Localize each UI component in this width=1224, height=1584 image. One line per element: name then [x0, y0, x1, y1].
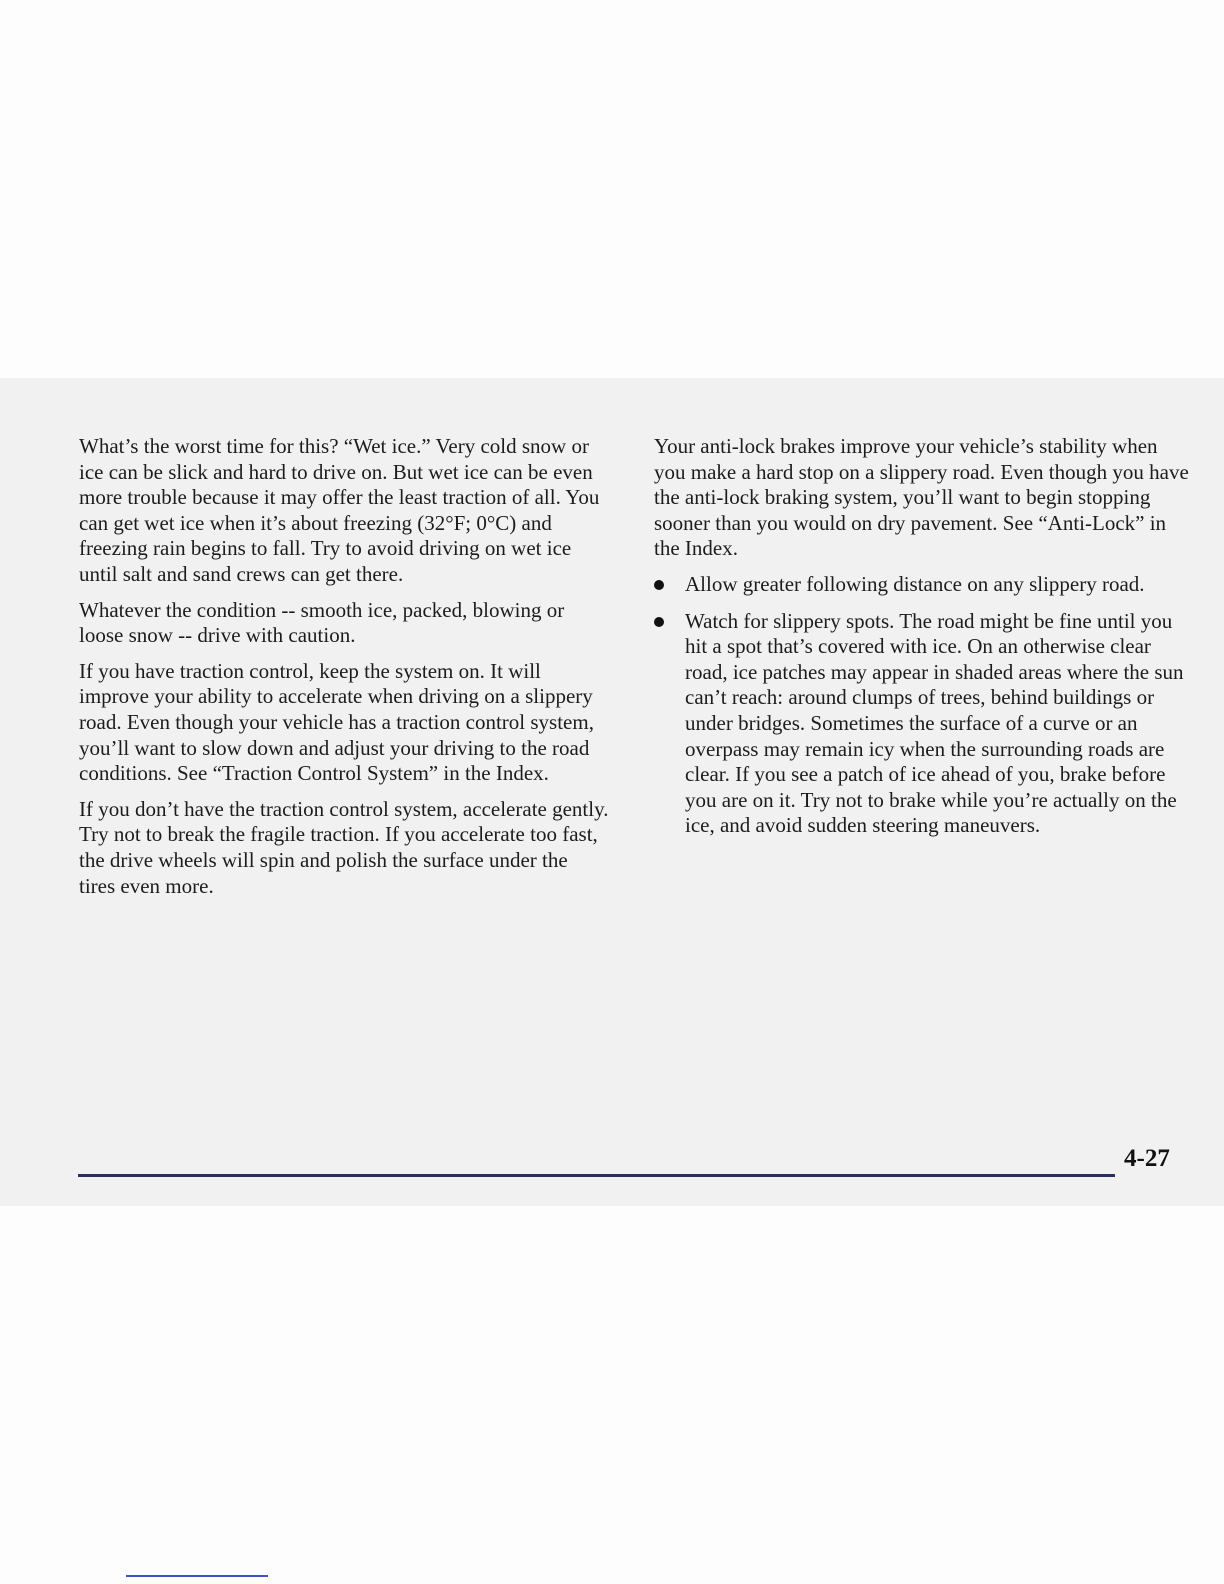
right-column	[654, 434, 1189, 850]
paragraph-caution: Whatever the condition -- smooth ice, packed, blowing or loose snow -- drive with caution.	[79, 597, 565, 648]
paragraph-wet-ice: What’s the worst time for this? “Wet ice.” Very cold snow or ice can be slick and hard to drive on. But wet ice can be even more trouble because it may offer the least traction of all. You can get wet ice when it’s about freezing (32°F; 0°C) and freezing rain begins to fall. Try to avoid driving on wet ice until salt and sand crews can get there.	[79, 434, 600, 586]
bullet-icon	[654, 617, 664, 627]
left-column	[79, 434, 609, 909]
list-item-text: Allow greater following distance on any slippery road.	[685, 571, 1145, 596]
list-item	[654, 609, 1189, 839]
paragraph-anti-lock-brakes: Your anti-lock brakes improve your vehicle’s stability when you make a hard stop on a slippery road. Even though you have the anti-lock braking system, you’ll want to begin stopping sooner than you would on dry pavement. See “Anti-Lock” in the Index.	[654, 434, 1189, 561]
paragraph-accelerate-gently: If you don’t have the traction control system, accelerate gently. Try not to break the fragile traction. If you accelerate too fast, the drive wheels will spin and polish the surface under the tires even more.	[79, 796, 609, 898]
link-underline[interactable]	[126, 1575, 268, 1577]
footer-divider	[78, 1174, 1115, 1177]
list-item-text: Watch for slippery spots. The road might be fine until you hit a spot that’s covered with ice. On an otherwise clear road, ice patches may appear in shaded areas where the sun can’t reach: around clumps of trees, behind buildings or under bridges. Sometimes the surface of a curve or an overpass may remain icy when the surrounding roads are clear. If you see a patch of ice ahead of you, brake before you are on it. Try not to brake while you’re actually on the ice, and avoid sudden steering maneuvers.	[685, 608, 1184, 838]
page-number: 4-27	[1124, 1145, 1170, 1172]
list-item	[654, 572, 1189, 598]
paragraph-traction-control: If you have traction control, keep the system on. It will improve your ability to accelerate when driving on a slippery road. Even though your vehicle has a traction control system, you’ll want to slow down and adjust your driving to the road conditions. See “Traction Control System” in the Index.	[79, 658, 594, 786]
bullet-icon	[654, 580, 664, 590]
tips-list	[654, 572, 1189, 839]
